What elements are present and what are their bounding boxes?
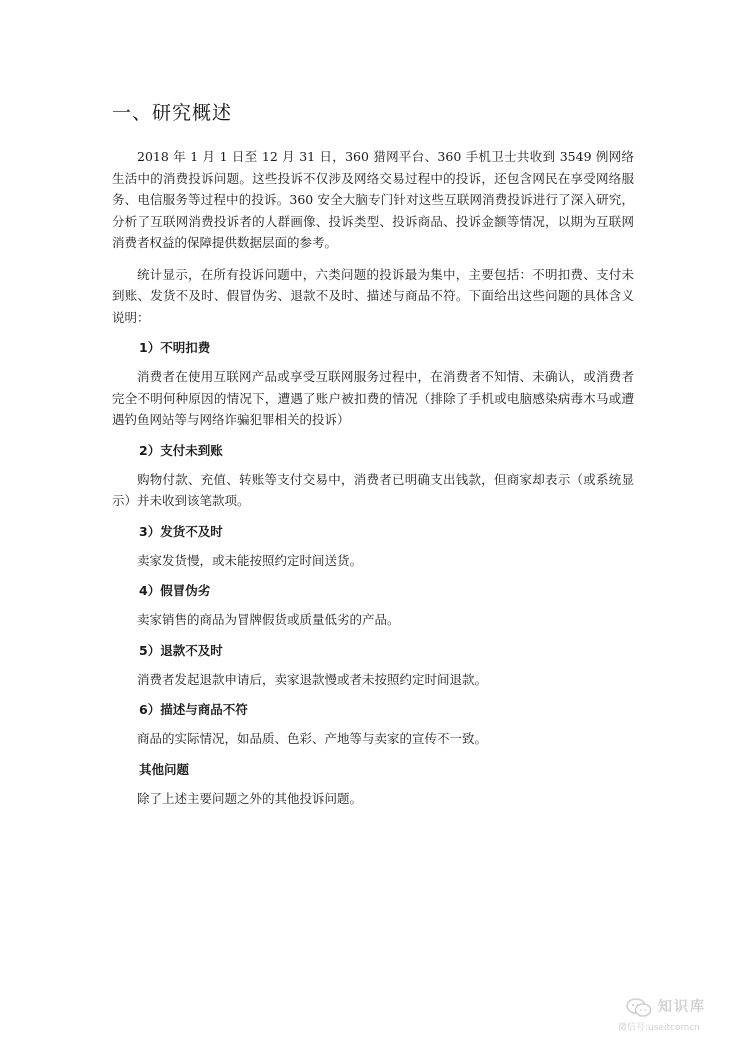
watermark-subtitle: 微信号:useitcomcn (618, 1023, 700, 1033)
intro-paragraph: 2018 年 1 月 1 日至 12 月 31 日，360 猎网平台、360 手机卫士共收到 3549 例网络生活中的消费投诉问题。这些投诉不仅涉及网络交易过程中的投诉，还包含网民在享受网络服务、电信服务等过程中的投诉。360 安全大脑专门针对这些互联网消费投诉进行了深入研究，分析了互联网消费投诉者的人群画像、投诉类型、投诉商品、投诉金额等情况，以期为互联网消费者权益的保障提供数据层面的参考。 (112, 149, 634, 250)
item-body-unclear-charge: 消费者在使用互联网产品或享受互联网服务过程中，在消费者不知情、未确认，或消费者完全不明何种原因的情况下，遭遇了账户被扣费的情况（排除了手机或电脑感染病毒木马或遭遇钓鱼网站等与网络诈骗犯罪相关的投诉） (112, 369, 634, 427)
item-heading-late-shipping: 3）发货不及时 (139, 523, 223, 539)
item-heading-unclear-charge: 1）不明扣费 (139, 340, 211, 355)
document-body (112, 146, 634, 819)
item-heading-counterfeit: 4）假冒伪劣 (139, 583, 211, 598)
item-body-other: 除了上述主要问题之外的其他投诉问题。 (137, 790, 363, 806)
item-body-description-mismatch: 商品的实际情况，如品质、色彩、产地等与卖家的宣传不一致。 (137, 731, 488, 746)
item-heading-description-mismatch: 6）描述与商品不符 (139, 702, 248, 717)
item-heading-other: 其他问题 (139, 761, 190, 777)
wechat-icon (626, 998, 652, 1018)
stats-paragraph: 统计显示，在所有投诉问题中，六类问题的投诉最为集中，主要包括：不明扣费、支付未到账、发货不及时、假冒伪劣、退款不及时、描述与商品不符。下面给出这些问题的具体含义说明： (112, 266, 634, 325)
item-body-payment-not-received: 购物付款、充值、转账等支付交易中，消费者已明确支出钱款，但商家却表示（或系统显示）并未收到该笔款项。 (112, 471, 634, 508)
item-heading-late-refund: 5）退款不及时 (139, 642, 223, 658)
watermark (612, 996, 732, 1036)
item-body-late-shipping: 卖家发货慢，或未能按照约定时间送货。 (137, 552, 363, 568)
watermark-brand: 知识库 (658, 999, 706, 1015)
item-body-late-refund: 消费者发起退款申请后，卖家退款慢或者未按照约定时间退款。 (137, 671, 488, 687)
item-heading-payment-not-received: 2）支付未到账 (139, 442, 223, 458)
section-title: 一、研究概述 (112, 102, 233, 124)
item-body-counterfeit: 卖家销售的商品为冒牌假货或质量低劣的产品。 (137, 612, 400, 627)
